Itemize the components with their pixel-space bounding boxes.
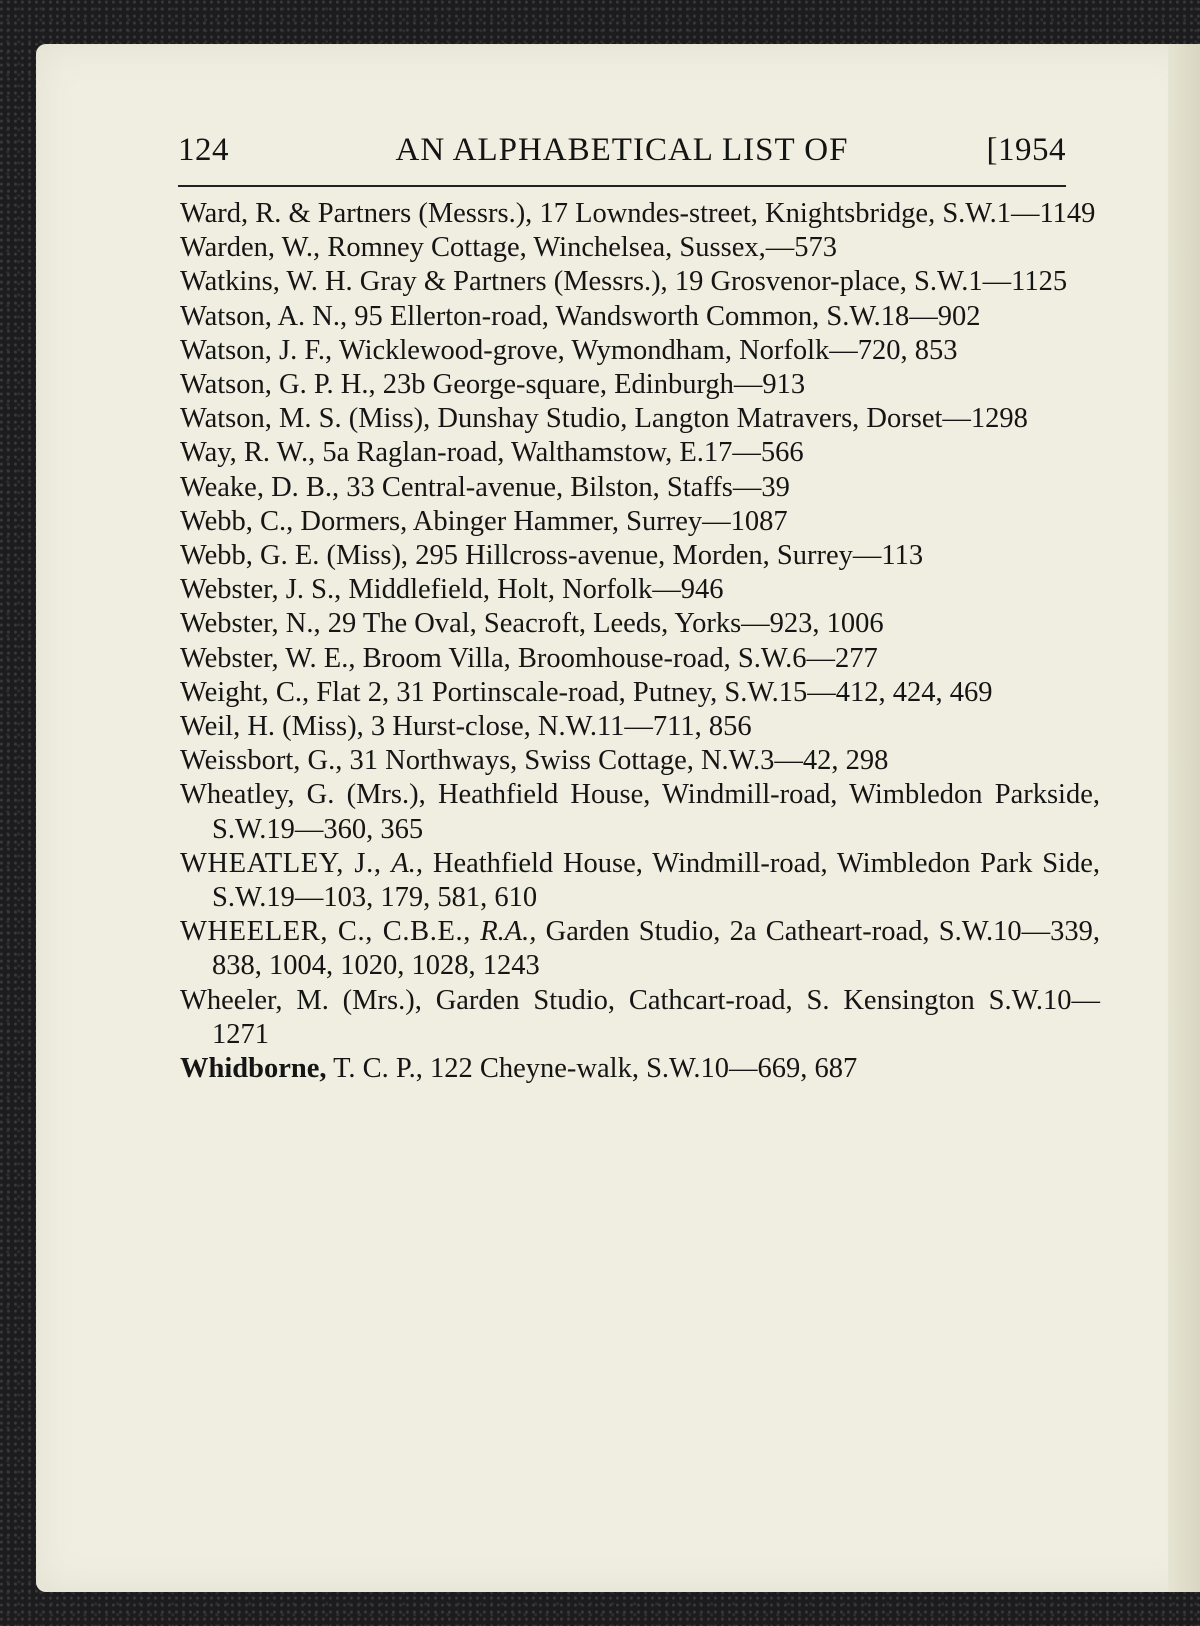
- entry-name: Webster, J. S.,: [180, 574, 342, 606]
- running-year: [1954: [986, 132, 1066, 168]
- entry-honor: R.A.,: [480, 916, 537, 948]
- entry-name: Webster, W. E.,: [180, 642, 356, 674]
- entry-text: 33 Central-avenue, Bilston, Staffs—39: [346, 471, 790, 503]
- entry-name: Weight, C.,: [180, 676, 310, 708]
- list-entry: [180, 607, 1100, 641]
- entry-text: Wicklewood-grove, Wymondham, Norfolk—720, 853: [338, 334, 958, 366]
- entry-honor: A.,: [391, 847, 424, 879]
- entry-text: Heathfield House, Windmill-road, Wimbledon Parkside, S.W.19—360, 365: [212, 779, 1100, 845]
- list-entry: [180, 847, 1100, 915]
- entry-name: Weissbort, G.,: [180, 745, 343, 777]
- list-entry: [180, 915, 1100, 983]
- entry-text: Flat 2, 31 Portinscale-road, Putney, S.W.15—412, 424, 469: [316, 676, 993, 708]
- list-entry: [180, 368, 1100, 402]
- entry-text: Dunshay Studio, Langton Matravers, Dorset—1298: [437, 403, 1028, 435]
- entry-text: 23b George-square, Edinburgh—913: [382, 369, 806, 401]
- entry-name: Whidborne,: [180, 1053, 327, 1085]
- running-title: AN ALPHABETICAL LIST OF: [395, 132, 849, 168]
- entry-name: WHEATLEY, J.,: [180, 847, 382, 879]
- entry-text: 17 Lowndes-street, Knightsbridge, S.W.1—1149: [539, 198, 1096, 229]
- list-entry: [180, 265, 1100, 299]
- entry-name: Ward, R. & Partners (Messrs.),: [180, 198, 533, 229]
- list-entry: [180, 300, 1100, 334]
- list-entry: [180, 642, 1100, 676]
- entry-text: Heathfield House, Windmill-road, Wimbledon Park Side, S.W.19—103, 179, 581, 610: [212, 847, 1101, 914]
- list-entry: [180, 676, 1100, 710]
- list-entry: [180, 402, 1100, 436]
- entry-text: 5a Raglan-road, Walthamstow, E.17—566: [322, 437, 804, 469]
- list-entry: [180, 334, 1100, 368]
- entry-name: Webb, G. E. (Miss),: [180, 540, 409, 572]
- page-header: [178, 132, 1066, 176]
- entry-text: 19 Grosvenor-place, S.W.1—1125: [674, 266, 1068, 298]
- entry-text: 295 Hillcross-avenue, Morden, Surrey—113: [415, 540, 924, 572]
- entry-text: Broom Villa, Broomhouse-road, S.W.6—277: [362, 642, 878, 674]
- entry-name: Watson, G. P. H.,: [180, 369, 376, 401]
- entry-name: Wheeler, M. (Mrs.),: [180, 984, 422, 1016]
- list-entry: [180, 984, 1100, 1052]
- entry-text: Garden Studio, 2a Catheart-road, S.W.10—339, 838, 1004, 1020, 1028, 1243: [212, 916, 1101, 982]
- entry-name: Wheatley, G. (Mrs.),: [180, 779, 426, 811]
- entry-name: Weake, D. B.,: [180, 471, 340, 503]
- list-entry: [180, 744, 1100, 778]
- entry-name: Webster, N.,: [180, 608, 321, 640]
- entry-name: Watson, A. N.,: [180, 300, 348, 332]
- entry-name: Way, R. W.,: [180, 437, 316, 469]
- entry-text: 3 Hurst-close, N.W.11—711, 856: [370, 711, 752, 743]
- list-entry: [180, 539, 1100, 573]
- header-rule: [178, 185, 1066, 187]
- entry-list: [180, 197, 1100, 1086]
- list-entry: [180, 197, 1100, 231]
- entry-text: T. C. P., 122 Cheyne-walk, S.W.10—669, 687: [333, 1053, 858, 1085]
- entry-name: Weil, H. (Miss),: [180, 711, 364, 743]
- entry-name: Webb, C.,: [180, 505, 294, 537]
- entry-name: Watson, J. F.,: [180, 334, 333, 366]
- list-entry: [180, 710, 1100, 744]
- entry-text: Dormers, Abinger Hammer, Surrey—1087: [300, 505, 788, 537]
- entry-text: Garden Studio, Cathcart-road, S. Kensington S.W.10—1271: [212, 984, 1100, 1050]
- entry-text: 95 Ellerton-road, Wandsworth Common, S.W.18—902: [354, 300, 981, 332]
- entry-name: WHEELER, C., C.B.E.,: [180, 916, 471, 948]
- list-entry: [180, 436, 1100, 470]
- entry-text: 31 Northways, Swiss Cottage, N.W.3—42, 298: [349, 745, 889, 777]
- entry-text: Middlefield, Holt, Norfolk—946: [348, 574, 724, 606]
- page-edge: [1168, 44, 1200, 1592]
- list-entry: [180, 573, 1100, 607]
- entry-name: Warden, W.,: [180, 232, 321, 264]
- list-entry: [180, 505, 1100, 539]
- list-entry: [180, 778, 1100, 846]
- entry-name: Watson, M. S. (Miss),: [180, 403, 431, 435]
- entry-text: 29 The Oval, Seacroft, Leeds, Yorks—923, 1006: [327, 608, 884, 640]
- list-entry: [180, 231, 1100, 265]
- page-number: 124: [178, 132, 229, 168]
- list-entry: [180, 1052, 1100, 1086]
- entry-name: Watkins, W. H. Gray & Partners (Messrs.),: [180, 266, 668, 298]
- list-entry: [180, 471, 1100, 505]
- entry-text: Romney Cottage, Winchelsea, Sussex,—573: [327, 232, 837, 264]
